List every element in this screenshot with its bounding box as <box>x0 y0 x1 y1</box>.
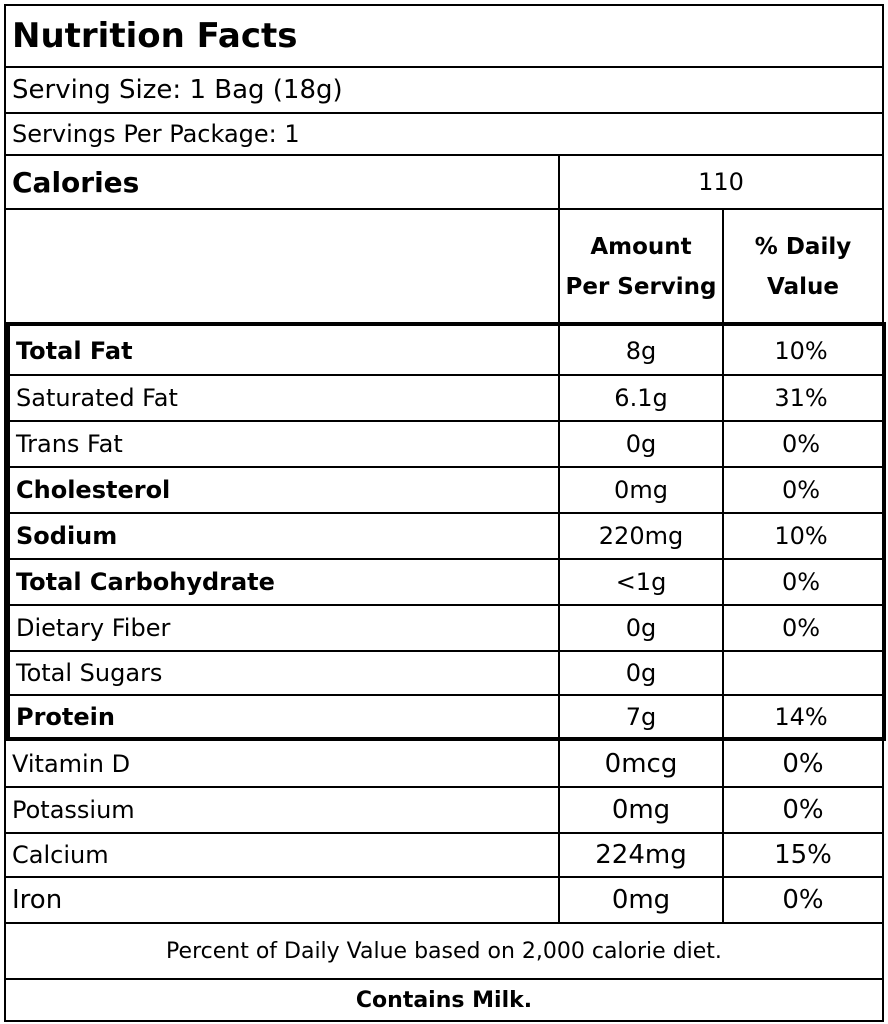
nutrient-amount: 8g <box>625 337 657 365</box>
nutrient-amount: 7g <box>625 703 657 731</box>
nutrient-dv: 31% <box>774 384 828 412</box>
vitamin-name-calcium: Calcium <box>12 841 109 869</box>
nutrient-dv: 10% <box>774 337 828 365</box>
macronutrient-box <box>6 322 886 741</box>
calories-label: Calories <box>12 165 140 199</box>
nutrient-name-protein: Protein <box>16 703 115 731</box>
label-title: Nutrition Facts <box>12 16 298 56</box>
nutrient-name-total-sugars: Total Sugars <box>16 659 163 687</box>
dv-header-line1: % Daily <box>754 234 852 260</box>
nutrient-dv: 14% <box>774 703 828 731</box>
amount-per-serving-header <box>560 210 722 324</box>
vitamin-amount: 0mcg <box>604 749 678 779</box>
nutrient-name-sodium: Sodium <box>16 522 118 550</box>
nutrient-name-saturated-fat: Saturated Fat <box>16 384 178 412</box>
vitamin-amount: 0mg <box>611 795 671 825</box>
vitamin-dv: 0% <box>782 795 824 825</box>
servings-per-package: Servings Per Package: 1 <box>12 120 300 148</box>
nutrient-dv: 0% <box>781 476 821 504</box>
nutrient-name-dietary-fiber: Dietary Fiber <box>16 614 171 642</box>
nutrient-amount: 0g <box>625 430 657 458</box>
nutrient-name-trans-fat: Trans Fat <box>16 430 123 458</box>
vitamin-name-potassium: Potassium <box>12 796 135 824</box>
vitamin-name-vitamin-d: Vitamin D <box>12 750 131 778</box>
vitamin-dv: 15% <box>774 840 832 870</box>
nutrient-name-total-fat: Total Fat <box>16 337 133 365</box>
dv-header-line2: Value <box>767 274 839 300</box>
amount-header-line1: Amount <box>590 234 692 260</box>
nutrient-dv: 0% <box>781 430 821 458</box>
serving-size: Serving Size: 1 Bag (18g) <box>12 75 343 105</box>
daily-value-footnote: Percent of Daily Value based on 2,000 calorie diet. <box>166 938 722 964</box>
nutrient-dv: 0% <box>781 614 821 642</box>
nutrient-name-total-carbohydrate: Total Carbohydrate <box>16 568 275 596</box>
amount-header-line2: Per Serving <box>565 274 717 300</box>
nutrient-amount: 6.1g <box>614 384 668 412</box>
nutrient-amount: 220mg <box>598 522 684 550</box>
vitamin-dv: 0% <box>782 885 824 915</box>
nutrient-amount: 0g <box>625 659 657 687</box>
vitamin-dv: 0% <box>782 749 824 779</box>
calories-value: 110 <box>698 168 744 196</box>
nutrient-amount: 0g <box>625 614 657 642</box>
nutrient-amount: 0mg <box>614 476 668 504</box>
nutrient-amount: <1g <box>615 568 667 596</box>
daily-value-header <box>724 210 882 324</box>
nutrient-dv: 0% <box>781 568 821 596</box>
vitamin-amount: 0mg <box>611 885 671 915</box>
vitamin-name-iron: Iron <box>12 885 63 915</box>
vitamin-amount: 224mg <box>595 840 687 870</box>
nutrient-name-cholesterol: Cholesterol <box>16 476 171 504</box>
nutrition-facts-label <box>4 4 884 1022</box>
nutrient-dv: 10% <box>774 522 828 550</box>
allergen-statement: Contains Milk. <box>355 987 533 1013</box>
